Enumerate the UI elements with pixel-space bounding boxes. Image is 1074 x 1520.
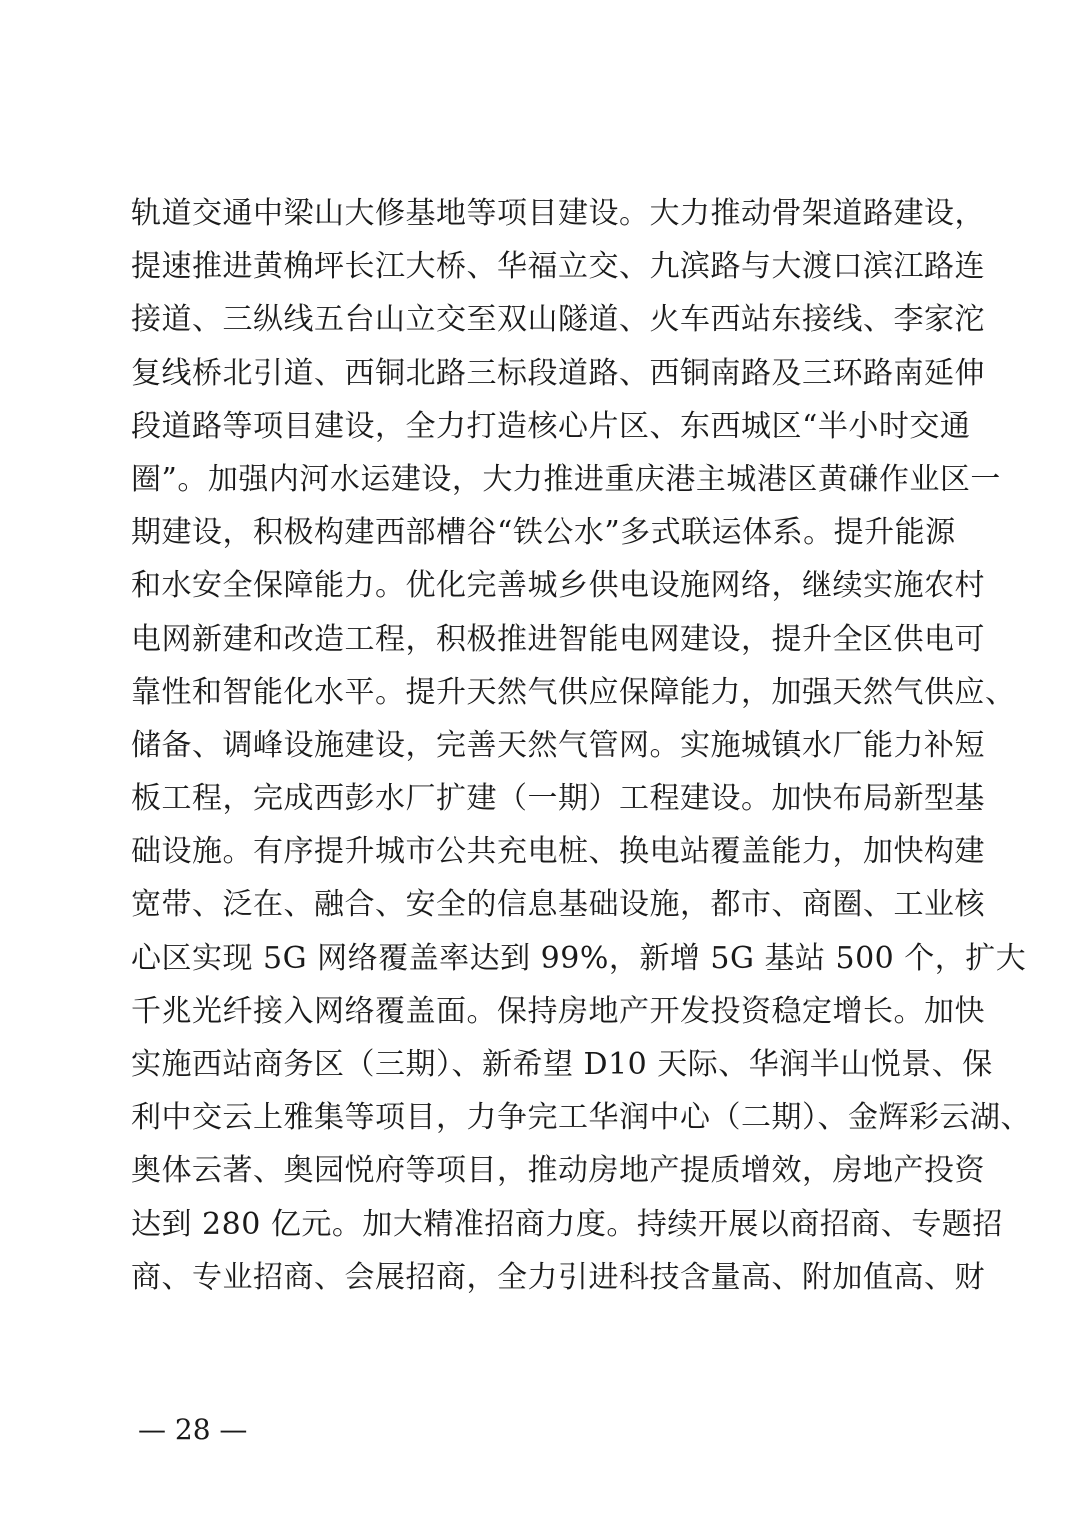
text-line: 段道路等项目建设，全力打造核心片区、东西城区“半小时交通 [131,408,971,444]
text-line: 实施西站商务区（三期）、新希望 D10 天际、华润半山悦景、保 [131,1047,993,1082]
text-line: 复线桥北引道、西铜北路三标段道路、西铜南路及三环路南延伸 [131,355,985,391]
text-line: 提速推进黄桷坪长江大桥、华福立交、九滨路与大渡口滨江路连 [131,249,985,285]
text-line: 心区实现 5G 网络覆盖率达到 99%，新增 5G 基站 500 个，扩大 [131,940,1027,976]
text-line: 达到 280 亿元。加大精准招商力度。持续开展以商招商、专题招 [131,1206,1003,1242]
body-text [131,187,1031,1304]
text-line: 千兆光纤接入网络覆盖面。保持房地产开发投资稳定增长。加快 [131,993,985,1029]
text-line: 宽带、泛在、融合、安全的信息基础设施，都市、商圈、工业核 [131,887,985,923]
text-line: 和水安全保障能力。优化完善城乡供电设施网络，继续实施农村 [131,568,985,604]
text-line: 期建设，积极构建西部槽谷“铁公水”多式联运体系。提升能源 [131,515,956,551]
text-line: 奥体云著、奥园悦府等项目，推动房地产提质增效，房地产投资 [131,1153,985,1189]
text-line: 圈”。加强内河水运建设，大力推进重庆港主城港区黄磏作业区一 [131,461,1001,497]
text-line: 电网新建和改造工程，积极推进智能电网建设，提升全区供电可 [131,621,985,657]
page-number: — 28 — [138,1413,248,1446]
text-line: 靠性和智能化水平。提升天然气供应保障能力，加强天然气供应、 [131,674,1016,710]
text-line: 储备、调峰设施建设，完善天然气管网。实施城镇水厂能力补短 [131,727,985,763]
text-line: 商、专业招商、会展招商，全力引进科技含量高、附加值高、财 [131,1259,985,1295]
text-line: 板工程，完成西彭水厂扩建（一期）工程建设。加快布局新型基 [131,781,985,817]
text-line: 轨道交通中梁山大修基地等项目建设。大力推动骨架道路建设， [131,196,985,231]
text-line: 接道、三纵线五台山立交至双山隧道、火车西站东接线、李家沱 [131,302,985,338]
text-line: 利中交云上雅集等项目，力争完工华润中心（二期）、金辉彩云湖、 [131,1100,1031,1136]
text-line: 础设施。有序提升城市公共充电桩、换电站覆盖能力，加快构建 [131,834,985,870]
